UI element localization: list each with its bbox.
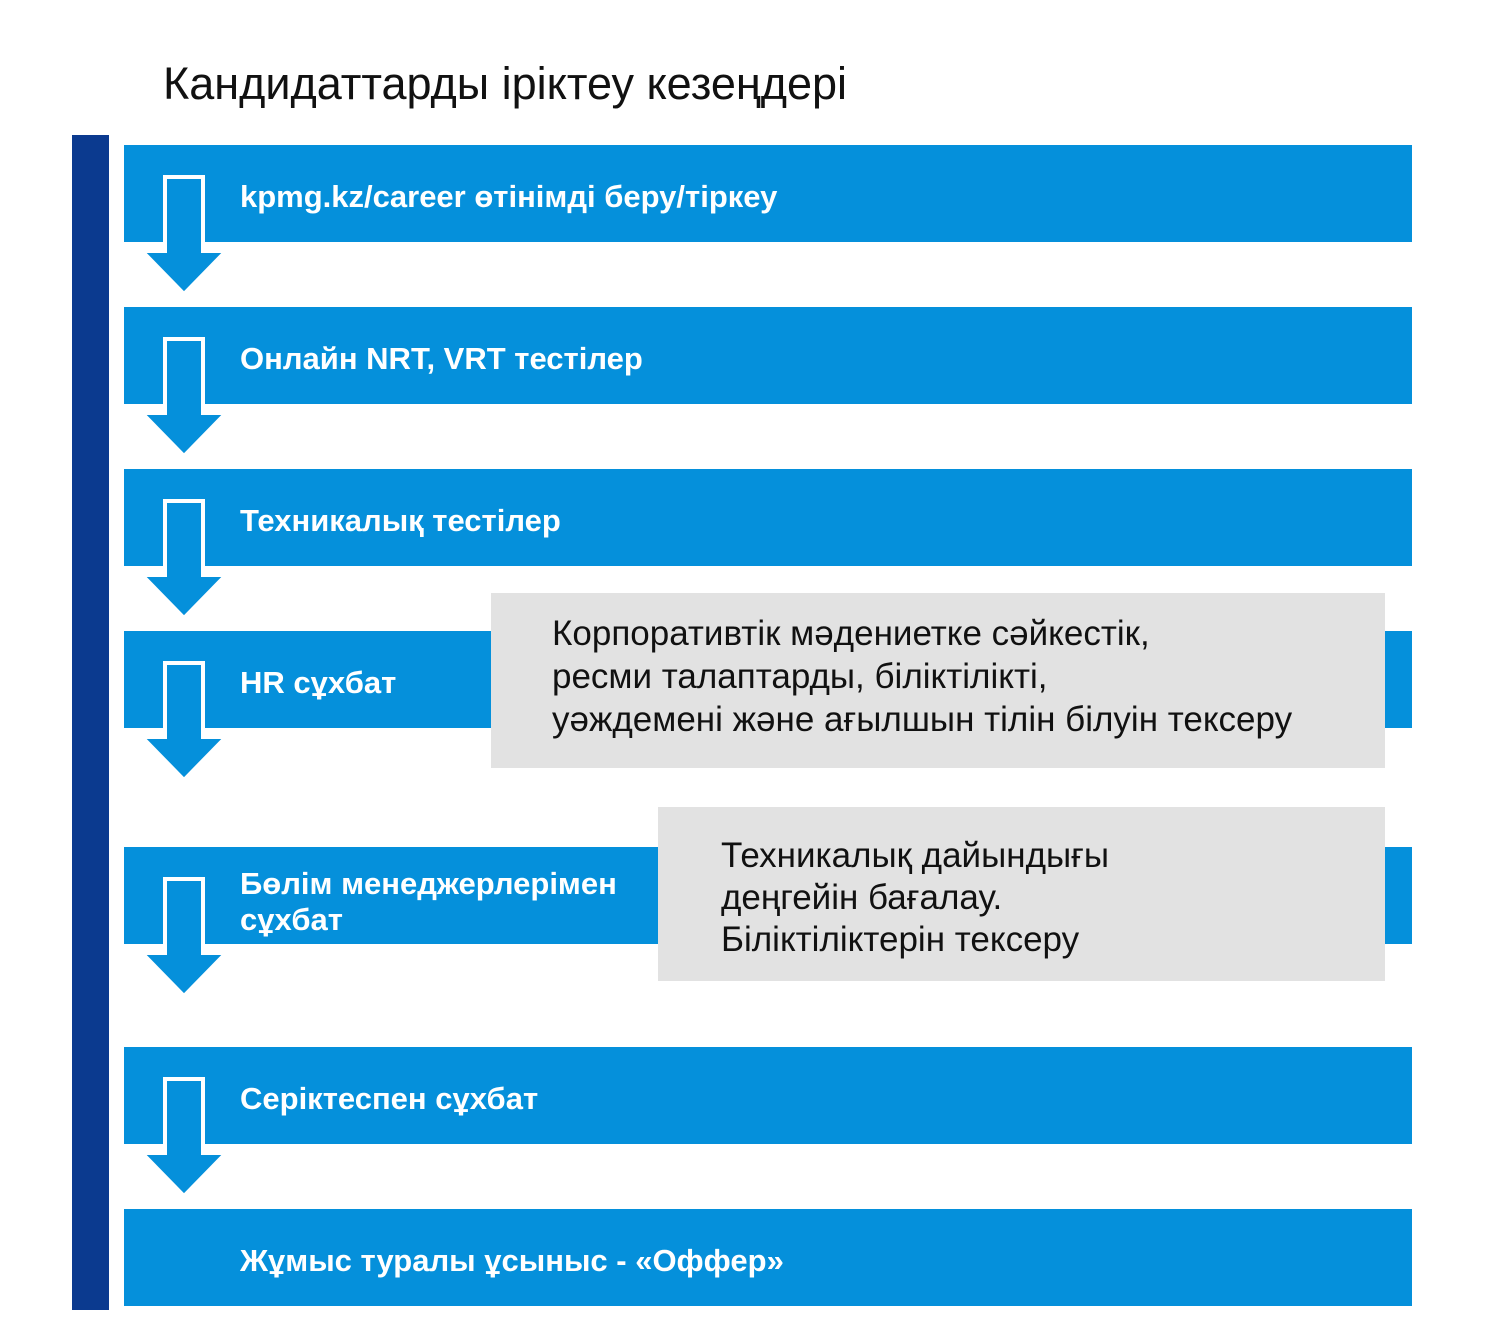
- step-label-online-tests: Онлайн NRT, VRT тестілер: [240, 341, 643, 376]
- manager-interview-note-line-1: Техникалық дайындығы: [721, 836, 1110, 875]
- manager-interview-note-line-3: Біліктіліктерін тексеру: [721, 920, 1080, 959]
- side-accent-bar: [72, 135, 109, 1310]
- page-title: Кандидаттарды іріктеу кезеңдері: [163, 58, 848, 109]
- step-label-application: kpmg.kz/career өтінімді беру/тіркеу: [240, 179, 778, 214]
- step-label-hr-interview: HR сұхбат: [240, 665, 397, 700]
- hr-interview-note-line-1: Корпоративтік мәдениетке сәйкестік,: [552, 614, 1150, 653]
- manager-interview-note-line-2: деңгейін бағалау.: [721, 878, 1003, 917]
- step-label-partner-interview: Серіктеспен сұхбат: [240, 1081, 539, 1116]
- step-label-offer: Жұмыс туралы ұсыныс - «Оффер»: [240, 1243, 784, 1278]
- step-label-manager-interview-line-2: сұхбат: [240, 902, 343, 937]
- hr-interview-note-line-3: уәждемені және ағылшын тілін білуін тексеру: [552, 700, 1293, 739]
- step-label-manager-interview-line-1: Бөлім менеджерлерімен: [240, 866, 617, 901]
- hr-interview-note-line-2: ресми талаптарды, біліктілікті,: [552, 657, 1048, 696]
- step-label-technical-tests: Техникалық тестілер: [240, 503, 561, 538]
